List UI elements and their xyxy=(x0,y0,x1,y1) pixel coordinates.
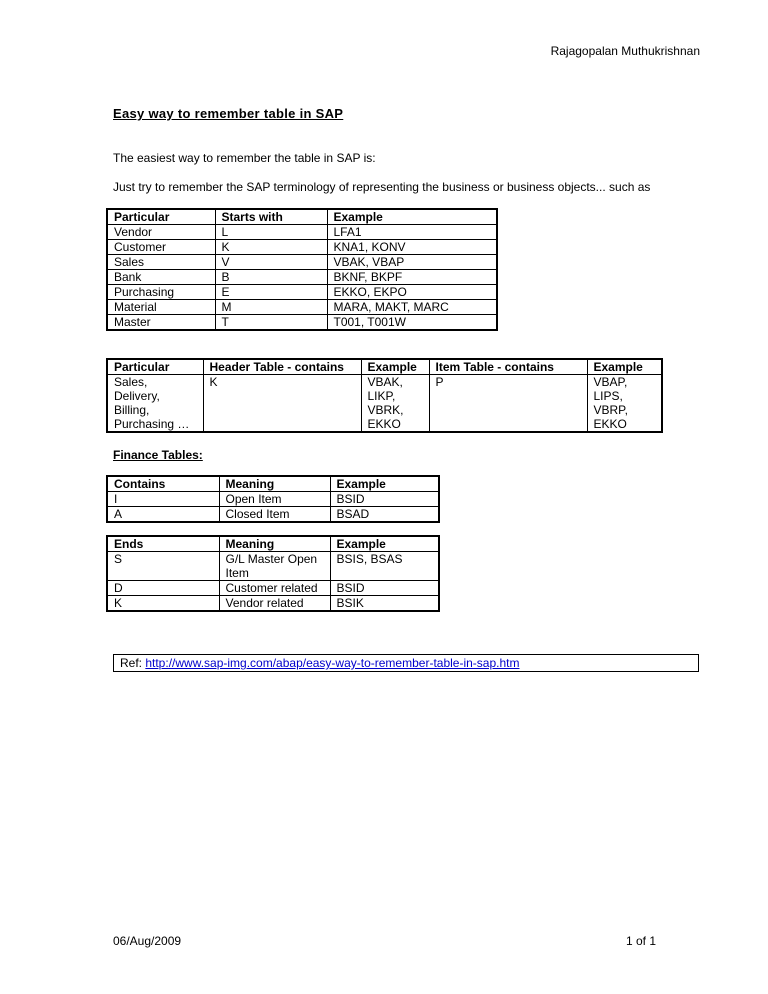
example-line: EKKO xyxy=(593,417,627,431)
item-prefix: P xyxy=(435,375,444,389)
table-cell: I xyxy=(114,492,118,506)
table-cell: EKKO, EKPO xyxy=(327,285,497,300)
table-row xyxy=(107,270,497,285)
column-header: Header Table - contains xyxy=(203,359,361,375)
table-cell: Sales xyxy=(114,255,145,269)
column-header: Example xyxy=(330,536,439,552)
table-cell: BSAD xyxy=(330,507,439,523)
column-header: Item Table - contains xyxy=(429,359,587,375)
footer-date: 06/Aug/2009 xyxy=(113,934,182,948)
table-cell: Bank xyxy=(114,270,142,284)
table-cell: KNA1, KONV xyxy=(327,240,497,255)
table-cell: Customer related xyxy=(219,581,330,596)
intro-paragraph: The easiest way to remember the table in SAP is: xyxy=(113,151,376,165)
column-header: Example xyxy=(361,359,429,375)
table-cell: Open Item xyxy=(219,492,330,507)
table-finance-ends xyxy=(106,535,440,612)
table-cell xyxy=(429,375,587,433)
reference-label: Ref: xyxy=(120,656,146,670)
reference-link[interactable]: http://www.sap-img.com/abap/easy-way-to-remember-table-in-sap.htm xyxy=(145,656,520,670)
table-row xyxy=(107,596,439,612)
table-row xyxy=(107,255,497,270)
column-header: Ends xyxy=(114,537,144,551)
reference-box xyxy=(113,654,699,672)
table-cell: A xyxy=(114,507,123,521)
table-cell xyxy=(361,375,429,433)
table-cell: BKNF, BKPF xyxy=(327,270,497,285)
column-header: Meaning xyxy=(219,476,330,492)
table-cell: MARA, MAKT, MARC xyxy=(327,300,497,315)
example-line: VBAP, xyxy=(593,375,628,389)
particular-line: Sales, xyxy=(114,375,148,389)
table-cell: Closed Item xyxy=(219,507,330,523)
table-cell: T xyxy=(215,315,327,331)
column-header: Particular xyxy=(107,209,215,225)
table-cell: Vendor related xyxy=(219,596,330,612)
table-row xyxy=(107,507,439,523)
table-cell: LFA1 xyxy=(327,225,497,240)
header-prefix: K xyxy=(209,375,218,389)
column-header: Example xyxy=(330,476,439,492)
table-row xyxy=(107,225,497,240)
table-cell: Customer xyxy=(114,240,167,254)
table-row xyxy=(107,285,497,300)
particular-line: Purchasing … xyxy=(114,417,190,431)
particular-line: Billing, xyxy=(114,403,150,417)
example-line: LIKP, xyxy=(367,389,396,403)
table-row xyxy=(107,492,439,507)
example-line: VBAK, xyxy=(367,375,403,389)
table-cell: T001, T001W xyxy=(327,315,497,331)
table-cell xyxy=(107,375,203,433)
table-cell: BSID xyxy=(330,581,439,596)
table-cell: K xyxy=(114,596,123,610)
table-row xyxy=(107,240,497,255)
table-cell: Vendor xyxy=(114,225,153,239)
table-cell: BSIS, BSAS xyxy=(330,552,439,581)
table-cell: BSID xyxy=(330,492,439,507)
table-row xyxy=(107,315,497,331)
table-cell: S xyxy=(114,552,123,566)
footer-page-number: 1 of 1 xyxy=(625,934,656,948)
explanation-paragraph: Just try to remember the SAP terminology of representing the business or business objects... such as xyxy=(113,180,651,194)
table-cell: B xyxy=(215,270,327,285)
example-line: VBRP, xyxy=(593,403,628,417)
particular-line: Delivery, xyxy=(114,389,160,403)
table-cell xyxy=(203,375,361,433)
table-cell: BSIK xyxy=(330,596,439,612)
table-cell: K xyxy=(215,240,327,255)
table-prefix-mapping xyxy=(106,208,498,331)
finance-tables-heading: Finance Tables: xyxy=(113,448,203,462)
table-cell: VBAK, VBAP xyxy=(327,255,497,270)
column-header: Particular xyxy=(107,359,203,375)
table-cell: Purchasing xyxy=(114,285,175,299)
table-header-item-mapping xyxy=(106,358,663,433)
table-cell: L xyxy=(215,225,327,240)
table-row xyxy=(107,581,439,596)
column-header: Example xyxy=(587,359,662,375)
table-cell: D xyxy=(114,581,123,595)
table-cell: Master xyxy=(114,315,151,329)
column-header: Contains xyxy=(114,477,166,491)
example-line: LIPS, xyxy=(593,389,623,403)
table-row xyxy=(107,552,439,581)
author-name: Rajagopalan Muthukrishnan xyxy=(550,44,700,58)
column-header: Example xyxy=(327,209,497,225)
example-line: VBRK, xyxy=(367,403,404,417)
table-cell xyxy=(587,375,662,433)
table-cell: E xyxy=(215,285,327,300)
table-row xyxy=(107,300,497,315)
table-finance-contains xyxy=(106,475,440,523)
page-title: Easy way to remember table in SAP xyxy=(113,106,344,121)
example-line: EKKO xyxy=(367,417,401,431)
table-cell: G/L Master Open Item xyxy=(219,552,330,581)
table-cell: M xyxy=(215,300,327,315)
column-header: Meaning xyxy=(219,536,330,552)
table-cell: Material xyxy=(114,300,157,314)
table-cell: V xyxy=(215,255,327,270)
column-header: Starts with xyxy=(215,209,327,225)
table-row xyxy=(107,375,662,433)
